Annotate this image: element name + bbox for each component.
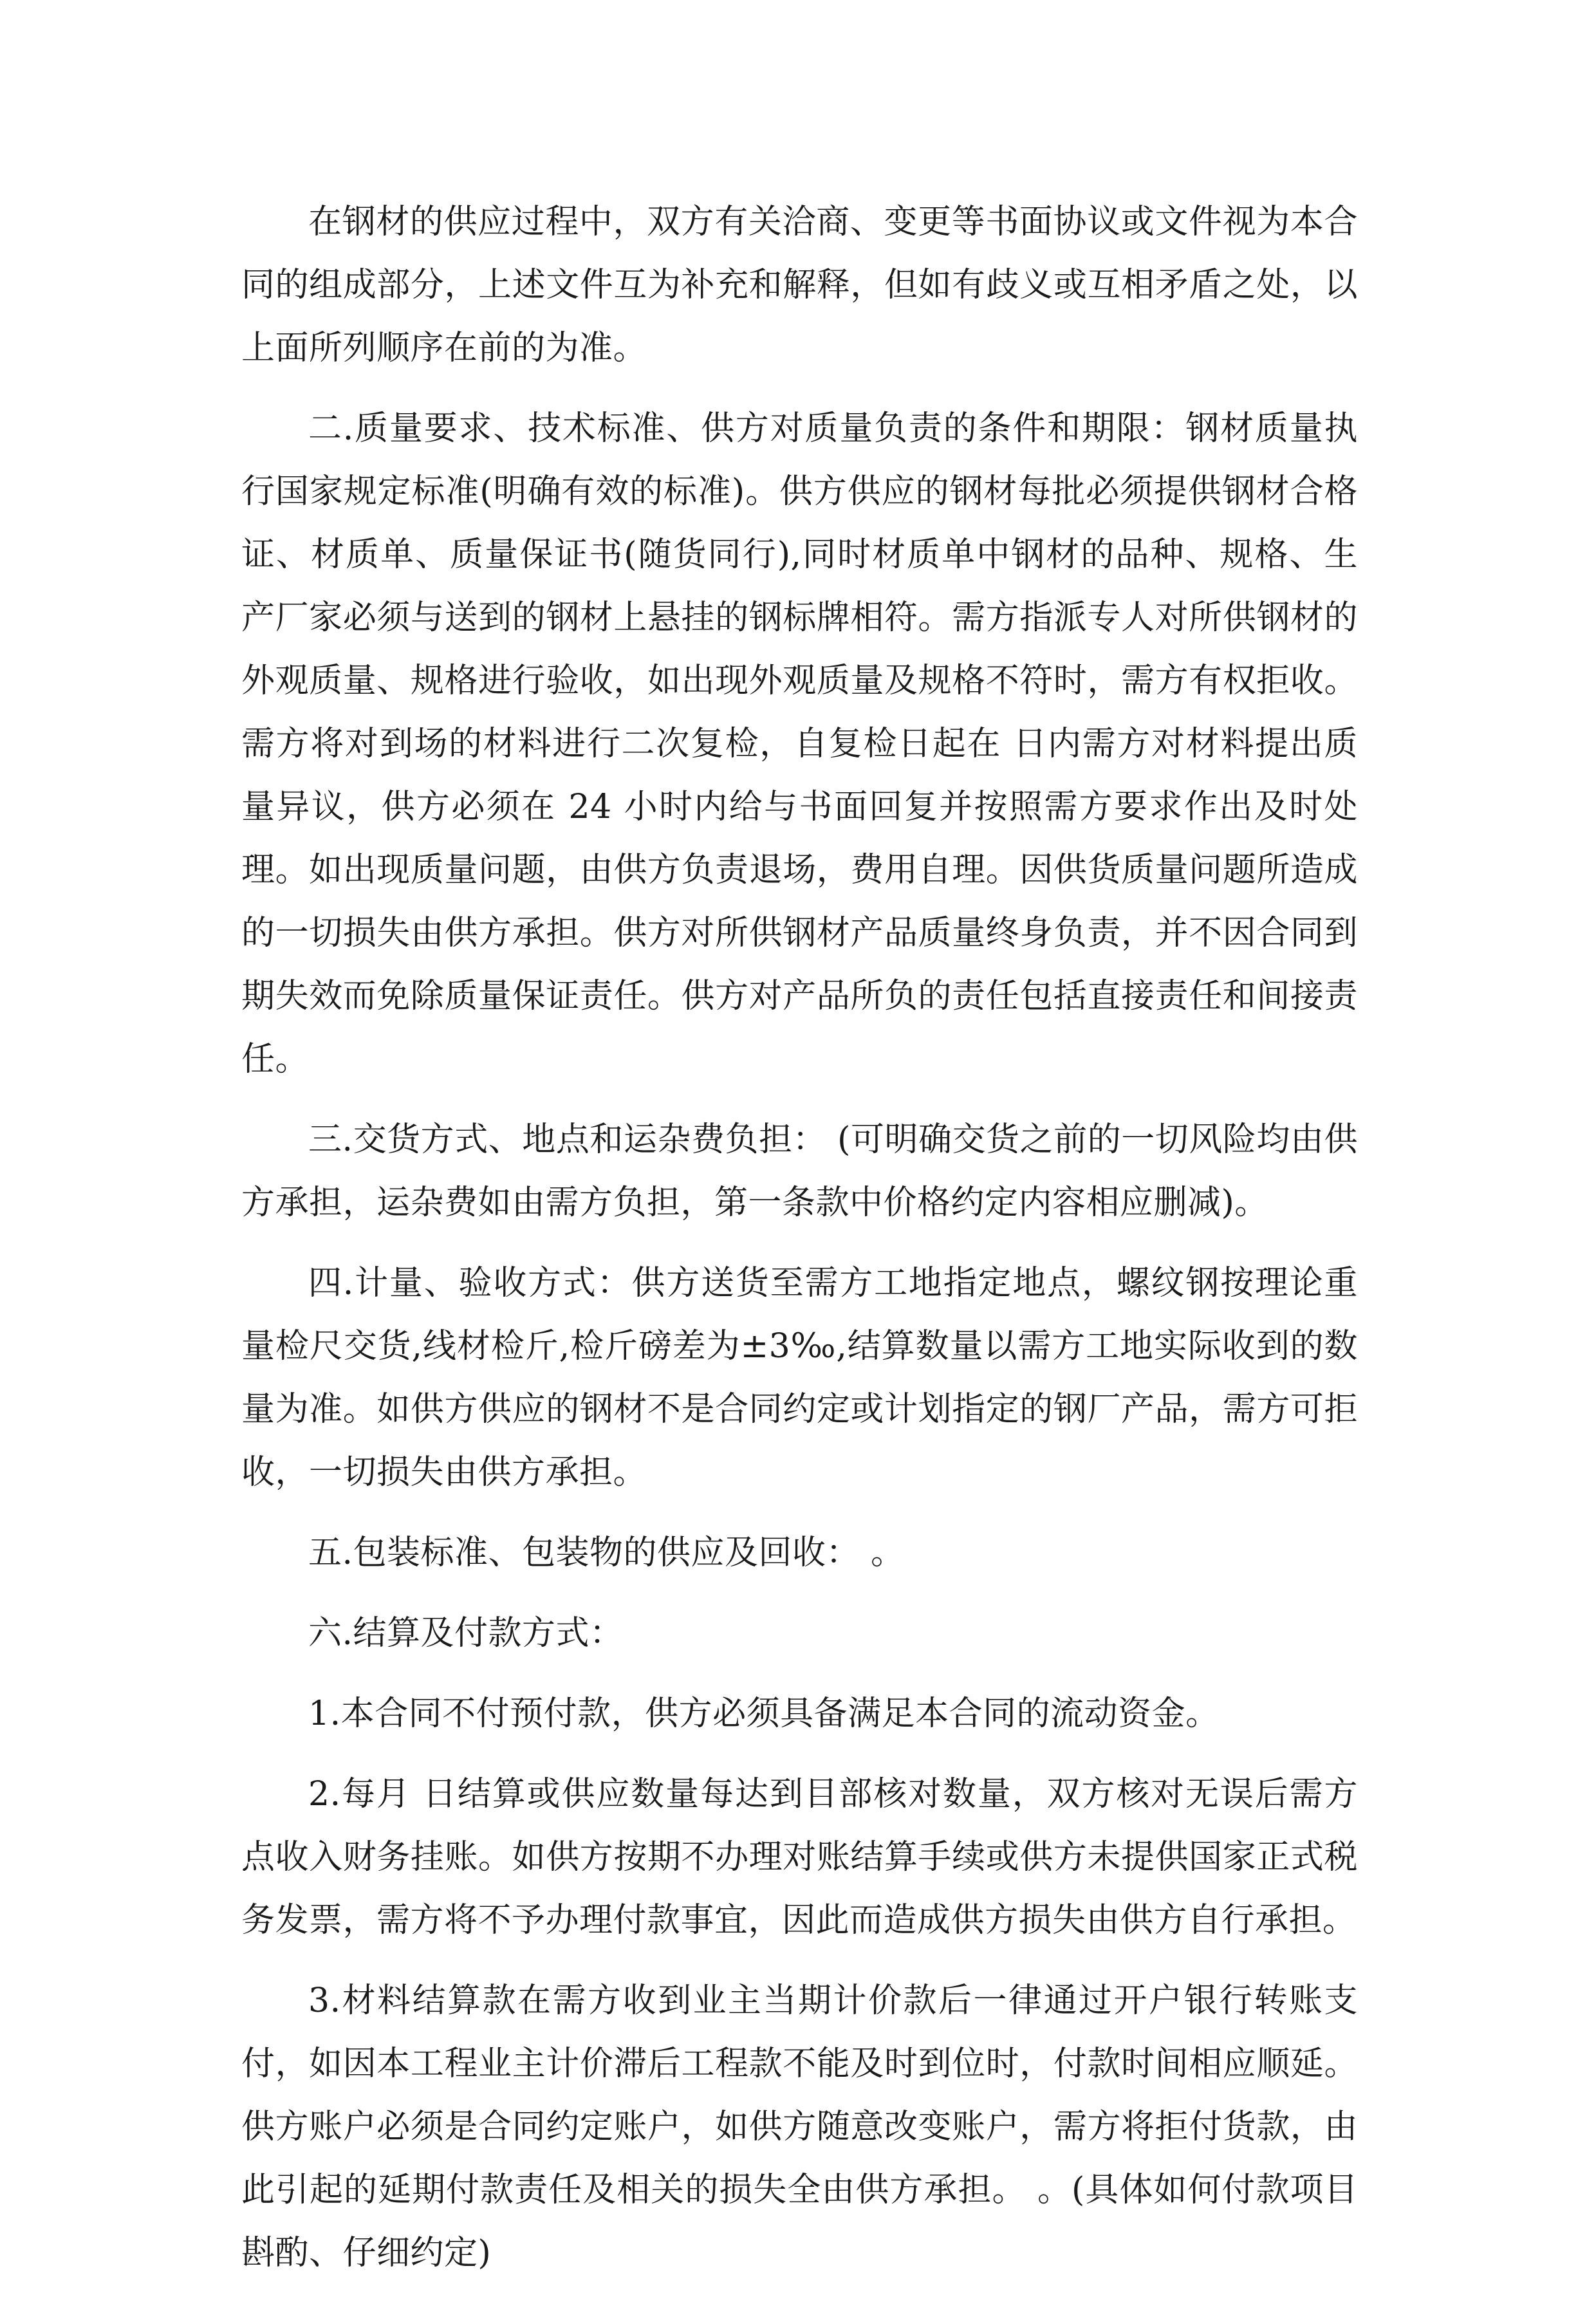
paragraph-delivery-method: 三.交货方式、地点和运杂费负担： (可明确交货之前的一切风险均由供方承担，运杂费如由需方负担，第一条款中价格约定内容相应删减)。 (241, 1120, 1358, 1222)
paragraph-settlement-item-1: 1.本合同不付预付款，供方必须具备满足本合同的流动资金。 (308, 1694, 1220, 1733)
paragraph-settlement-item-2: 2.每月 日结算或供应数量每达到目部核对数量，双方核对无误后需方点收入财务挂账。如供方按期不办理对账结算手续或供方未提供国家正式税务发票，需方将不予办理付款事宜，因此而造成供方损失由供方自行承担。 (241, 1775, 1358, 1940)
paragraph-settlement-item-3: 3.材料结算款在需方收到业主当期计价款后一律通过开户银行转账支付，如因本工程业主计价滞后工程款不能及时到位时，付款时间相应顺延。供方账户必须是合同约定账户，如供方随意改变账户，需方将拒付货款，由此引起的延期付款责任及相关的损失全由供方承担。 。(具体如何付款项目斟酌、仔细约定) (241, 1982, 1358, 2272)
document-page (241, 190, 1358, 2302)
paragraph-measurement-acceptance: 四.计量、验收方式：供方送货至需方工地指定地点，螺纹钢按理论重量检尺交货,线材检斤,检斤磅差为±3‰,结算数量以需方工地实际收到的数量为准。如供方供应的钢材不是合同约定或计划指定的钢厂产品，需方可拒收，一切损失由供方承担。 (241, 1264, 1358, 1492)
paragraph-packaging: 五.包装标准、包装物的供应及回收： 。 (308, 1534, 905, 1572)
paragraph-settlement-heading: 六.结算及付款方式： (308, 1614, 624, 1653)
paragraph-quality-requirements: 二.质量要求、技术标准、供方对质量负责的条件和期限：钢材质量执行国家规定标准(明确有效的标准)。供方供应的钢材每批必须提供钢材合格证、材质单、质量保证书(随货同行),同时材质单中钢材的品种、规格、生产厂家必须与送到的钢材上悬挂的钢标牌相符。需方指派专人对所供钢材的外观质量、规格进行验收，如出现外观质量及规格不符时，需方有权拒收。需方将对到场的材料进行二次复检，自复检日起在 日内需方对材料提出质量异议，供方必须在 24 小时内给与书面回复并按照需方要求作出及时处理。如出现质量问题，由供方负责退场，费用自理。因供货质量问题所造成的一切损失由供方承担。供方对所供钢材产品质量终身负责，并不因合同到期失效而免除质量保证责任。供方对产品所负的责任包括直接责任和间接责任。 (241, 409, 1358, 1079)
paragraph-document-order: 在钢材的供应过程中，双方有关洽商、变更等书面协议或文件视为本合同的组成部分，上述文件互为补充和解释，但如有歧义或互相矛盾之处，以上面所列顺序在前的为准。 (241, 203, 1358, 367)
